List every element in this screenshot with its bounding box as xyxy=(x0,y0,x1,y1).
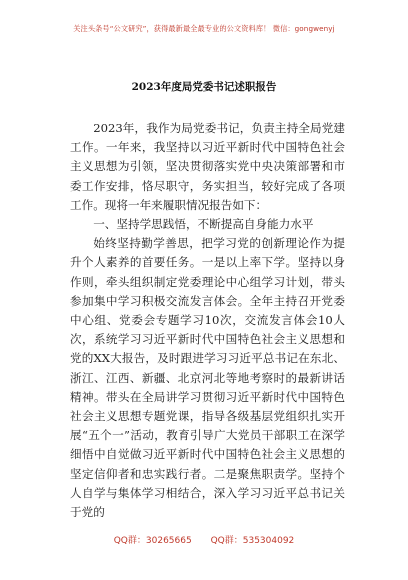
document-body xyxy=(70,119,345,522)
paragraph-section-1: 始终坚持勤学善思，把学习党的创新理论作为提升个人素养的首要任务。一是以上率下学。坚持以身作则，牵头组织制定党委理论中心组学习计划，带头参加集中学习积极交流发言体会。全年主持召开党委中心组、党委会专题学习10次，交流发言体会10人次，系统学习习近平新时代中国特色社会主义思想和党的XX大报告，及时跟进学习习近平总书记在东北、浙江、江西、新疆、北京河北等地考察时的最新讲话精神。带头在全局讲学习贯彻习近平新时代中国特色社会主义思想专题党课，指导各级基层党组织扎实开展“五个一”活动，教育引导广大党员干部职工在深学细悟中自觉做习近平新时代中国特色社会主义思想的坚定信仰者和忠实践行者。二是聚焦职责学。坚持个人自学与集体学习相结合，深入学习习近平总书记关于党的 xyxy=(70,236,345,520)
document-title: 2023年度局党委书记述职报告 xyxy=(131,81,277,93)
footer-qq-group-2: QQ群：535304092 xyxy=(210,536,295,546)
section-heading-1: 一、坚持学思践悟，不断提高自身能力水平 xyxy=(93,217,314,232)
footer-contacts xyxy=(0,533,408,546)
header-banner: 关注头条号“公文研究”，获得最新最全最专业的公文资料库！ 微信：gongwenyj xyxy=(73,24,335,33)
footer-qq-group-1: QQ群：30265665 xyxy=(113,536,192,546)
paragraph-intro: 2023年，我作为局党委书记，负责主持全局党建工作。一年来，我坚持以习近平新时代中国特色社会主义思想为引领，坚决贯彻落实党中央决策部署和市委工作安排，恪尽职守，务实担当，较好完成了各项工作。现将一年来履职情况报告如下： xyxy=(70,121,345,212)
